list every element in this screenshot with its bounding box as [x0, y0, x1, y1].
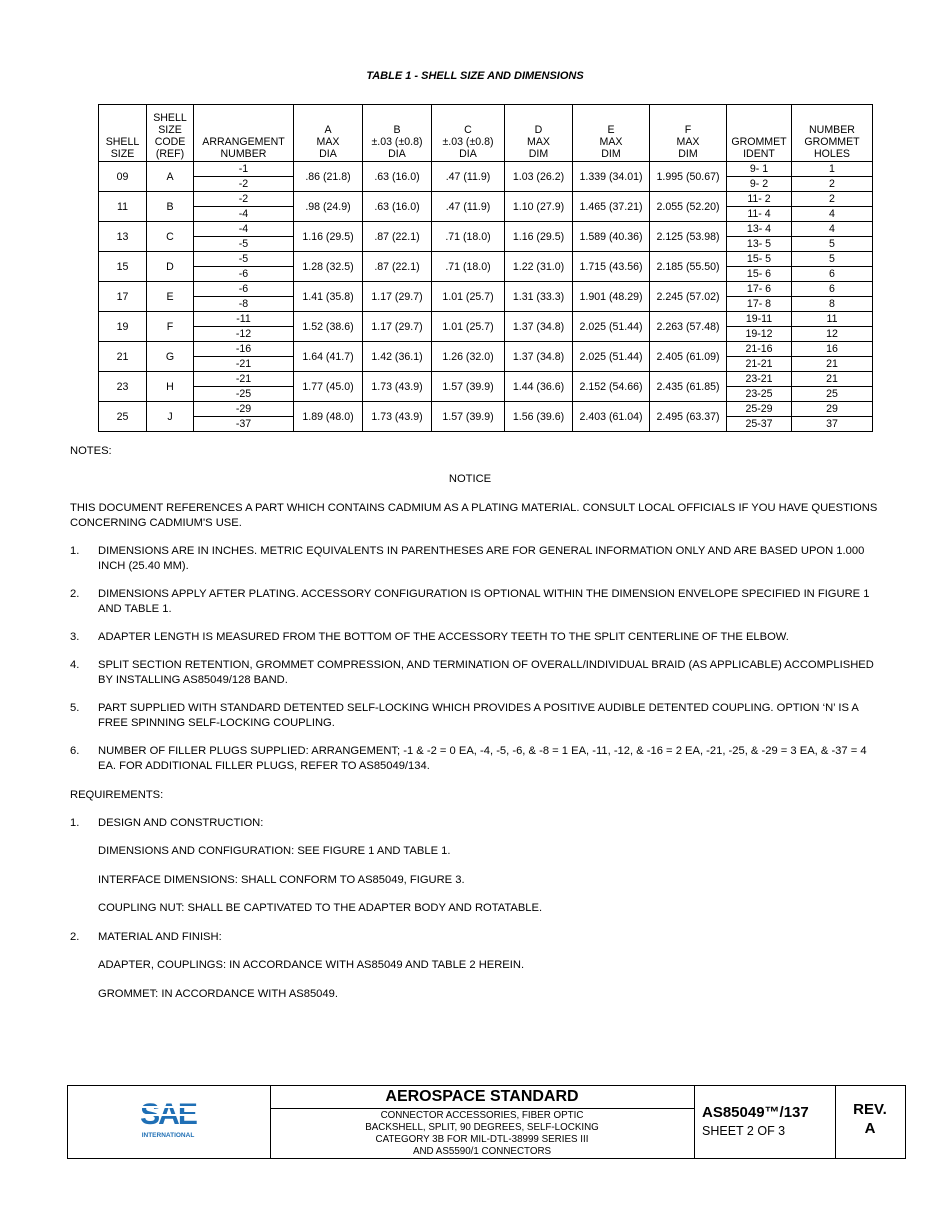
header-a: A MAX DIA: [294, 105, 363, 162]
grommet-ident-cell: 23-21: [727, 372, 792, 387]
arrangement-cell: -21: [194, 357, 294, 372]
arrangement-cell: -5: [194, 252, 294, 267]
table-row: [99, 402, 873, 417]
arrangement-cell: -2: [194, 192, 294, 207]
arrangement-cell: -4: [194, 222, 294, 237]
note-number: 2.: [70, 588, 80, 600]
grommet-ident-cell: 23-25: [727, 387, 792, 402]
dim-b-cell: 1.42 (36.1): [363, 342, 432, 372]
note-text: DIMENSIONS APPLY AFTER PLATING. ACCESSORY CONFIGURATION IS OPTIONAL WITHIN THE DIMENSION ENVELOPE SPECIFIED IN FIGURE 1 AND TABLE 1.: [98, 588, 870, 615]
table-row: [99, 342, 873, 357]
table-row: [99, 282, 873, 297]
dim-c-cell: 1.01 (25.7): [432, 282, 505, 312]
dim-d-cell: 1.22 (31.0): [505, 252, 573, 282]
shell-code-cell: J: [147, 402, 194, 432]
grommet-holes-cell: 6: [792, 282, 873, 297]
arrangement-cell: -25: [194, 387, 294, 402]
dim-e-cell: 2.025 (51.44): [573, 312, 650, 342]
table-row: [99, 222, 873, 237]
grommet-ident-cell: 17- 6: [727, 282, 792, 297]
dim-e-cell: 2.152 (54.66): [573, 372, 650, 402]
note-text: NUMBER OF FILLER PLUGS SUPPLIED: ARRANGEMENT; -1 & -2 = 0 EA, -4, -5, -6, & -8 = 1 EA, -11, -12, & -16 = 2 EA, -21, -25, & -29 = 3 EA, & -37 = 4 EA. FOR ADDITIONAL FILLER PLUGS, REFER TO AS85049/134.: [98, 745, 867, 772]
dim-a-cell: 1.28 (32.5): [294, 252, 363, 282]
grommet-holes-cell: 2: [792, 177, 873, 192]
requirement-line: DIMENSIONS AND CONFIGURATION: SEE FIGURE 1 AND TABLE 1.: [98, 845, 451, 857]
revision-label: REV.: [853, 1101, 887, 1118]
logo-text: SAE: [140, 1098, 196, 1131]
title-block: [67, 1085, 906, 1159]
dim-c-cell: 1.26 (32.0): [432, 342, 505, 372]
grommet-holes-cell: 1: [792, 162, 873, 177]
grommet-holes-cell: 4: [792, 207, 873, 222]
requirement-line: ADAPTER, COUPLINGS: IN ACCORDANCE WITH AS85049 AND TABLE 2 HEREIN.: [98, 959, 525, 971]
arrangement-cell: -29: [194, 402, 294, 417]
arrangement-cell: -11: [194, 312, 294, 327]
grommet-holes-cell: 11: [792, 312, 873, 327]
shell-code-cell: F: [147, 312, 194, 342]
shell-code-cell: H: [147, 372, 194, 402]
arrangement-cell: -12: [194, 327, 294, 342]
arrangement-cell: -37: [194, 417, 294, 432]
grommet-ident-cell: 25-37: [727, 417, 792, 432]
dim-c-cell: .47 (11.9): [432, 192, 505, 222]
dim-d-cell: 1.10 (27.9): [505, 192, 573, 222]
shell-size-cell: 21: [99, 342, 147, 372]
arrangement-cell: -6: [194, 267, 294, 282]
header-d: D MAX DIM: [505, 105, 573, 162]
standard-heading: AEROSPACE STANDARD: [270, 1086, 694, 1109]
shell-size-cell: 19: [99, 312, 147, 342]
note-text: SPLIT SECTION RETENTION, GROMMET COMPRESSION, AND TERMINATION OF OVERALL/INDIVIDUAL BRAID (AS APPLICABLE) ACCOMPLISHED BY INSTALLING AS85049/128 BAND.: [98, 659, 874, 686]
dim-b-cell: 1.17 (29.7): [363, 282, 432, 312]
dim-c-cell: .47 (11.9): [432, 162, 505, 192]
grommet-ident-cell: 17- 8: [727, 297, 792, 312]
dim-d-cell: 1.37 (34.8): [505, 342, 573, 372]
title-block-document: [694, 1086, 836, 1158]
note-number: 6.: [70, 745, 80, 757]
table-row: [99, 192, 873, 207]
grommet-ident-cell: 21-21: [727, 357, 792, 372]
table-title: TABLE 1 - SHELL SIZE AND DIMENSIONS: [366, 70, 584, 82]
grommet-holes-cell: 21: [792, 372, 873, 387]
dim-c-cell: .71 (18.0): [432, 252, 505, 282]
requirement-line: COUPLING NUT: SHALL BE CAPTIVATED TO THE ADAPTER BODY AND ROTATABLE.: [98, 902, 543, 914]
arrangement-cell: -2: [194, 177, 294, 192]
dim-c-cell: .71 (18.0): [432, 222, 505, 252]
grommet-holes-cell: 4: [792, 222, 873, 237]
grommet-ident-cell: 13- 4: [727, 222, 792, 237]
arrangement-cell: -5: [194, 237, 294, 252]
dim-f-cell: 1.995 (50.67): [650, 162, 727, 192]
grommet-ident-cell: 9- 1: [727, 162, 792, 177]
dim-f-cell: 2.405 (61.09): [650, 342, 727, 372]
grommet-holes-cell: 12: [792, 327, 873, 342]
dim-b-cell: .87 (22.1): [363, 222, 432, 252]
grommet-ident-cell: 9- 2: [727, 177, 792, 192]
grommet-holes-cell: 29: [792, 402, 873, 417]
grommet-ident-cell: 11- 2: [727, 192, 792, 207]
grommet-holes-cell: 16: [792, 342, 873, 357]
grommet-holes-cell: 25: [792, 387, 873, 402]
dim-d-cell: 1.56 (39.6): [505, 402, 573, 432]
shell-size-cell: 15: [99, 252, 147, 282]
dim-b-cell: 1.73 (43.9): [363, 372, 432, 402]
shell-size-cell: 13: [99, 222, 147, 252]
document-number: AS85049™/137: [702, 1104, 809, 1121]
dim-d-cell: 1.37 (34.8): [505, 312, 573, 342]
note-number: 4.: [70, 659, 80, 671]
requirement-number: 2.: [70, 931, 80, 943]
dim-b-cell: .63 (16.0): [363, 162, 432, 192]
shell-code-cell: A: [147, 162, 194, 192]
grommet-holes-cell: 6: [792, 267, 873, 282]
grommet-holes-cell: 21: [792, 357, 873, 372]
header-arrangement: ARRANGEMENT NUMBER: [194, 105, 294, 162]
requirement-title: DESIGN AND CONSTRUCTION:: [98, 817, 264, 829]
sheet-number: SHEET 2 OF 3: [702, 1124, 786, 1138]
dim-f-cell: 2.125 (53.98): [650, 222, 727, 252]
shell-size-cell: 25: [99, 402, 147, 432]
grommet-ident-cell: 25-29: [727, 402, 792, 417]
arrangement-cell: -6: [194, 282, 294, 297]
shell-size-cell: 11: [99, 192, 147, 222]
dim-b-cell: 1.17 (29.7): [363, 312, 432, 342]
shell-size-cell: 09: [99, 162, 147, 192]
dim-e-cell: 1.465 (37.21): [573, 192, 650, 222]
header-grommet-ident: GROMMET IDENT: [727, 105, 792, 162]
sae-logo-icon: [68, 1086, 270, 1158]
note-text: DIMENSIONS ARE IN INCHES. METRIC EQUIVALENTS IN PARENTHESES ARE FOR GENERAL INFORMATION ONLY AND ARE BASED UPON 1.000 INCH (25.40 MM).: [98, 545, 865, 572]
dim-e-cell: 2.403 (61.04): [573, 402, 650, 432]
dim-e-cell: 1.901 (48.29): [573, 282, 650, 312]
dim-a-cell: 1.64 (41.7): [294, 342, 363, 372]
arrangement-cell: -16: [194, 342, 294, 357]
dim-a-cell: 1.89 (48.0): [294, 402, 363, 432]
requirements-label: REQUIREMENTS:: [70, 789, 164, 801]
grommet-ident-cell: 15- 5: [727, 252, 792, 267]
dim-a-cell: 1.16 (29.5): [294, 222, 363, 252]
header-e: E MAX DIM: [573, 105, 650, 162]
requirement-line: GROMMET: IN ACCORDANCE WITH AS85049.: [98, 988, 338, 1000]
header-f: F MAX DIM: [650, 105, 727, 162]
grommet-ident-cell: 19-11: [727, 312, 792, 327]
logo-subtext: INTERNATIONAL: [141, 1132, 195, 1139]
grommet-ident-cell: 13- 5: [727, 237, 792, 252]
note-number: 1.: [70, 545, 80, 557]
dim-f-cell: 2.185 (55.50): [650, 252, 727, 282]
table-row: [99, 372, 873, 387]
dim-c-cell: 1.57 (39.9): [432, 402, 505, 432]
table-row: [99, 162, 873, 177]
grommet-holes-cell: 8: [792, 297, 873, 312]
dim-a-cell: 1.77 (45.0): [294, 372, 363, 402]
dim-d-cell: 1.44 (36.6): [505, 372, 573, 402]
table-header-row: [99, 105, 873, 162]
dim-a-cell: .98 (24.9): [294, 192, 363, 222]
dim-c-cell: 1.01 (25.7): [432, 312, 505, 342]
shell-code-cell: E: [147, 282, 194, 312]
shell-code-cell: B: [147, 192, 194, 222]
title-block-description: [270, 1086, 695, 1158]
requirement-title: MATERIAL AND FINISH:: [98, 931, 222, 943]
notes-label: NOTES:: [70, 445, 112, 457]
dim-e-cell: 2.025 (51.44): [573, 342, 650, 372]
grommet-ident-cell: 19-12: [727, 327, 792, 342]
dim-f-cell: 2.263 (57.48): [650, 312, 727, 342]
grommet-holes-cell: 37: [792, 417, 873, 432]
shell-size-table: [98, 104, 873, 432]
note-text: PART SUPPLIED WITH STANDARD DETENTED SELF-LOCKING WHICH PROVIDES A POSITIVE AUDIBLE DETENTED COUPLING. OPTION ‘N’ IS A FREE SPINNING SELF-LOCKING COUPLING.: [98, 702, 859, 729]
shell-code-cell: G: [147, 342, 194, 372]
note-number: 5.: [70, 702, 80, 714]
header-shell-size-code: SHELL SIZE CODE (REF): [147, 105, 194, 162]
arrangement-cell: -21: [194, 372, 294, 387]
header-b: B ±.03 (±0.8) DIA: [363, 105, 432, 162]
dim-f-cell: 2.245 (57.02): [650, 282, 727, 312]
revision: [835, 1086, 905, 1158]
grommet-ident-cell: 11- 4: [727, 207, 792, 222]
dim-f-cell: 2.495 (63.37): [650, 402, 727, 432]
header-grommet-holes: NUMBER GROMMET HOLES: [792, 105, 873, 162]
arrangement-cell: -4: [194, 207, 294, 222]
requirement-number: 1.: [70, 817, 80, 829]
grommet-holes-cell: 2: [792, 192, 873, 207]
dim-d-cell: 1.31 (33.3): [505, 282, 573, 312]
dim-f-cell: 2.435 (61.85): [650, 372, 727, 402]
note-number: 3.: [70, 631, 80, 643]
dim-d-cell: 1.03 (26.2): [505, 162, 573, 192]
shell-code-cell: C: [147, 222, 194, 252]
revision-value: A: [864, 1120, 876, 1137]
dim-f-cell: 2.055 (52.20): [650, 192, 727, 222]
grommet-ident-cell: 21-16: [727, 342, 792, 357]
note-text: ADAPTER LENGTH IS MEASURED FROM THE BOTTOM OF THE ACCESSORY TEETH TO THE SPLIT CENTERLINE OF THE ELBOW.: [98, 631, 789, 643]
shell-size-cell: 17: [99, 282, 147, 312]
grommet-holes-cell: 5: [792, 237, 873, 252]
shell-size-cell: 23: [99, 372, 147, 402]
requirement-line: INTERFACE DIMENSIONS: SHALL CONFORM TO AS85049, FIGURE 3.: [98, 874, 465, 886]
standard-description: CONNECTOR ACCESSORIES, FIBER OPTIC BACKSHELL, SPLIT, 90 DEGREES, SELF-LOCKING CATEGORY 3B FOR MIL-DTL-38999 SERIES III AND AS5590/1 CONNECTORS: [365, 1110, 599, 1157]
dim-a-cell: 1.41 (35.8): [294, 282, 363, 312]
dim-e-cell: 1.589 (40.36): [573, 222, 650, 252]
shell-code-cell: D: [147, 252, 194, 282]
grommet-ident-cell: 15- 6: [727, 267, 792, 282]
dim-e-cell: 1.715 (43.56): [573, 252, 650, 282]
dim-d-cell: 1.16 (29.5): [505, 222, 573, 252]
header-shell-size: SHELL SIZE: [99, 105, 147, 162]
dim-a-cell: .86 (21.8): [294, 162, 363, 192]
dim-e-cell: 1.339 (34.01): [573, 162, 650, 192]
table-row: [99, 252, 873, 267]
dim-c-cell: 1.57 (39.9): [432, 372, 505, 402]
header-c: C ±.03 (±0.8) DIA: [432, 105, 505, 162]
dim-a-cell: 1.52 (38.6): [294, 312, 363, 342]
notice-text: THIS DOCUMENT REFERENCES A PART WHICH CONTAINS CADMIUM AS A PLATING MATERIAL. CONSULT LOCAL OFFICIALS IF YOU HAVE QUESTIONS CONCERNING CADMIUM'S USE.: [70, 502, 878, 529]
arrangement-cell: -1: [194, 162, 294, 177]
sae-logo: [68, 1086, 271, 1158]
arrangement-cell: -8: [194, 297, 294, 312]
dim-b-cell: .87 (22.1): [363, 252, 432, 282]
table-row: [99, 312, 873, 327]
grommet-holes-cell: 5: [792, 252, 873, 267]
dim-b-cell: .63 (16.0): [363, 192, 432, 222]
notice-title: NOTICE: [448, 473, 492, 485]
dim-b-cell: 1.73 (43.9): [363, 402, 432, 432]
